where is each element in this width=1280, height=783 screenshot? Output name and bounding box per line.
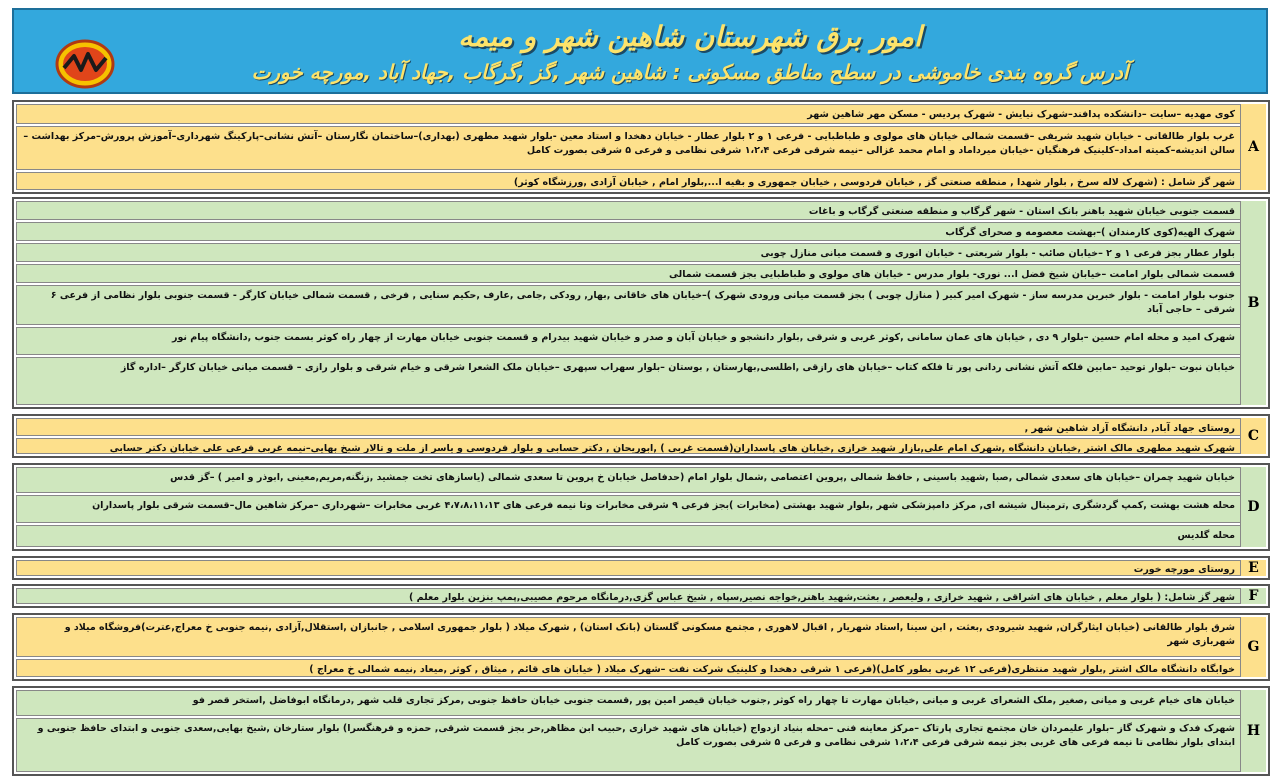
- group-e: [12, 556, 1270, 580]
- group-b: [12, 197, 1270, 409]
- group-d-row: محله هشت بهشت ,کمپ گردشگری ,ترمینال شیشه ای, مرکز دامپزشکی شهر ,بلوار شهید بهشتی (مخابرات )بجز فرعی ۹ شرقی مخابرات وتا نیمه فرعی های ۴،۷،۸،۱۱،۱۳ غربی مخابرات –شهرداری –مرکز شاهین مال–قسمت شرقی بلوار پاسداران: [16, 495, 1242, 523]
- group-c-letter: C: [1240, 418, 1266, 454]
- power-company-logo-icon: [54, 38, 116, 90]
- group-b-row: قسمت جنوبی خیابان شهید باهنر بانک استان - شهر گرگاب و منطقه صنعتی گرگاب و باغات: [16, 201, 1242, 220]
- group-d-row: خیابان شهید چمران –خیابان های سعدی شمالی ,صبا ,شهید باسینی , حافظ شمالی ,پروین اعتصامی ,شمال بلوار امام (حدفاصل خیابان خ پروین تا سعدی شمالی (یاسازهای تخت جمشید ,زنگنه,مریم,معینی ,ابوذر و امیر ) –گز قدس: [16, 467, 1242, 493]
- group-g-letter: G: [1240, 617, 1266, 677]
- group-a-row: کوی مهدیه –سایت –دانشکده پدافند–شهرک نیایش - شهرک پردیس - مسکن مهر شاهین شهر: [16, 104, 1242, 124]
- group-d-row: محله گلدیس: [16, 525, 1242, 547]
- group-e-row: روستای مورچه خورت: [16, 560, 1242, 576]
- group-b-row: خیابان نبوت –بلوار توحید –مابین فلکه آتش نشانی ردانی پور تا فلکه کتاب –خیابان های رازقی ,اطلسی,بهارستان , بوستان –بلوار سهراب سپهری –خیابان ملک الشعرا شرقی و خیام شرقی و بلوار رازی – قسمت میانی خیابان کارگر –اداره گاز: [16, 357, 1242, 405]
- group-c-row: شهرک شهید مطهری مالک اشتر ,خیابان دانشگاه ,شهرک امام علی,بازار شهید خرازی ,خیابان های پاسداران(قسمت غربی ) ,ابوریحان , دکتر حسابی و بلوار فردوسی و یاسر از ملت و تالار شیخ بهایی–نیمه غربی فرعی علی خیابان دکتر حسابی: [16, 438, 1242, 454]
- group-g-row: خوابگاه دانشگاه مالک اشتر ,بلوار شهید منتظری(فرعی ۱۲ غربی بطور کامل)(فرعی ۱ شرقی دهخدا و کلینیک شرکت نفت –شهرک میلاد ( خیابان های قائم , میثاق , کوثر ,میعاد ,نیمه شمالی خ معراج ): [16, 659, 1242, 677]
- group-h-row: شهرک فدک و شهرک گاز –بلوار علیمردان خان مجتمع تجاری پارتاک –مرکز معاینه فنی –محله بنیاد ازدواج (خیابان های شهید خرازی ,حبیب ابن مظاهر,حر بجز قسمت شرقی, حمزه و فرهنگسرا) بلوار ستارخان ,شیخ بهایی,سعدی جنوبی و ابتدای حافظ جنوبی و ابتدای بلوار نظامی تا نیمه فرعی های غربی بجز نیمه شرقی فرعی ۱،۲،۴ شرقی نظامی و فرعی ۵ شرقی بصورت کامل: [16, 718, 1242, 772]
- group-h: [12, 686, 1270, 776]
- group-h-row: خیابان های خیام غربی و میانی ,صغیر ,ملک الشعرای غربی و میانی ,خیابان مهارت تا چهار راه کوثر ,جنوب خیابان قیصر امین پور ,قسمت جنوبی خیابان حافظ جنوبی ,مرکز تجاری قلب شهر ,درمانگاه ابوفاضل ,استخر قصر فو: [16, 690, 1242, 716]
- group-d-letter: D: [1240, 467, 1266, 547]
- header-banner: [12, 8, 1268, 94]
- page-title: امور برق شهرستان شاهین شهر و میمه: [458, 20, 922, 53]
- group-d: [12, 463, 1270, 551]
- group-e-letter: E: [1240, 560, 1266, 576]
- group-c-row: روستای جهاد آباد, دانشگاه آزاد شاهین شهر ,: [16, 418, 1242, 436]
- group-a-row: غرب بلوار طالقانی - خیابان شهید شریفی –قسمت شمالی خیابان های مولوی و طباطبایی - فرعی ۱ و ۲ بلوار عطار - خیابان دهخدا و استاد معین -بلوار شهید مطهری (بهداری)–ساختمان نگارستان –آتش نشانی–پارکینگ شهرداری–آموزش پرورش–مرکز بهداشت – سالن اندیشه–کمیته امداد–کلینیک فرهنگیان -خیابان میرداماد و امام محمد غزالی –نیمه شرقی فرعی ۱،۲،۴ شرقی نظامی و فرعی ۵ شرقی بصورت کامل: [16, 126, 1242, 170]
- group-h-letter: H: [1240, 690, 1266, 772]
- group-g-row: شرق بلوار طالقانی (خیابان ایثارگران, شهید شیرودی ,بعثت , ابن سینا ,استاد شهریار , اقبال لاهوری , مجتمع مسکونی گلستان (بانک استان) , شهرک میلاد ( بلوار جمهوری اسلامی , جانبازان ,استقلال,آزادی ,نیمه جنوبی خ معراج,عترت)فروشگاه میلاد و شهربازی شهر: [16, 617, 1242, 657]
- group-c: [12, 414, 1270, 458]
- group-b-row: شهرک الهیه(کوی کارمندان )–بهشت معصومه و صحرای گرگاب: [16, 222, 1242, 241]
- group-b-row: جنوب بلوار امامت - بلوار خبرین مدرسه ساز - شهرک امیر کبیر ( منازل چوبی ) بجز قسمت میانی ورودی شهرک )–خیابان های خاقانی ,بهار, رودکی ,جامی ,عارف ,حکیم سنایی , فرخی , قسمت شمالی خیابان کارگر - قسمت جنوبی بلوار نظامی از فرعی ۶ شرقی – حاجی آباد: [16, 285, 1242, 325]
- group-b-row: قسمت شمالی بلوار امامت –خیابان شیخ فضل ا... نوری- بلوار مدرس - خیابان های مولوی و طباطبایی بجز قسمت شمالی: [16, 264, 1242, 283]
- group-f: [12, 584, 1270, 608]
- group-b-letter: B: [1240, 201, 1266, 405]
- group-a: [12, 100, 1270, 194]
- group-b-row: بلوار عطار بجز فرعی ۱ و ۲ –خیابان صائب - بلوار شریعتی - خیابان انوری و قسمت میانی منازل چوبی: [16, 243, 1242, 262]
- group-a-letter: A: [1240, 104, 1266, 190]
- group-a-row: شهر گز شامل : (شهرک لاله سرخ , بلوار شهدا , منطقه صنعتی گز , خیابان فردوسی , خیابان جمهوری و بقیه ا...,بلوار امام , خیابان آزادی ,ورزشگاه کوثر): [16, 172, 1242, 190]
- group-f-row: شهر گز شامل: ( بلوار معلم , خیابان های اشراقی , شهید خرازی , ولیعصر , بعثت,شهید باهنر,خواجه نصیر,سپاه , شیخ عباس گزی,درمانگاه مرحوم مصیبی,پمپ بنزین بلوار معلم ): [16, 588, 1242, 604]
- group-g: [12, 613, 1270, 681]
- page-subtitle: آدرس گروه بندی خاموشی در سطح مناطق مسکونی : شاهین شهر ,گز ,گرگاب ,جهاد آباد ,مورچه خورت: [251, 60, 1129, 84]
- group-b-row: شهرک امید و محله امام حسین –بلوار ۹ دی , خیابان های عمان سامانی ,کوثر غربی و شرقی ,بلوار دانشجو و خیابان آبان و صدر و خیابان شهید بیدرام و قسمت جنوبی خیابان مهارت از چهار راه کوثر بسمت جنوب ,دانشگاه پیام نور: [16, 327, 1242, 355]
- group-f-letter: F: [1240, 588, 1266, 604]
